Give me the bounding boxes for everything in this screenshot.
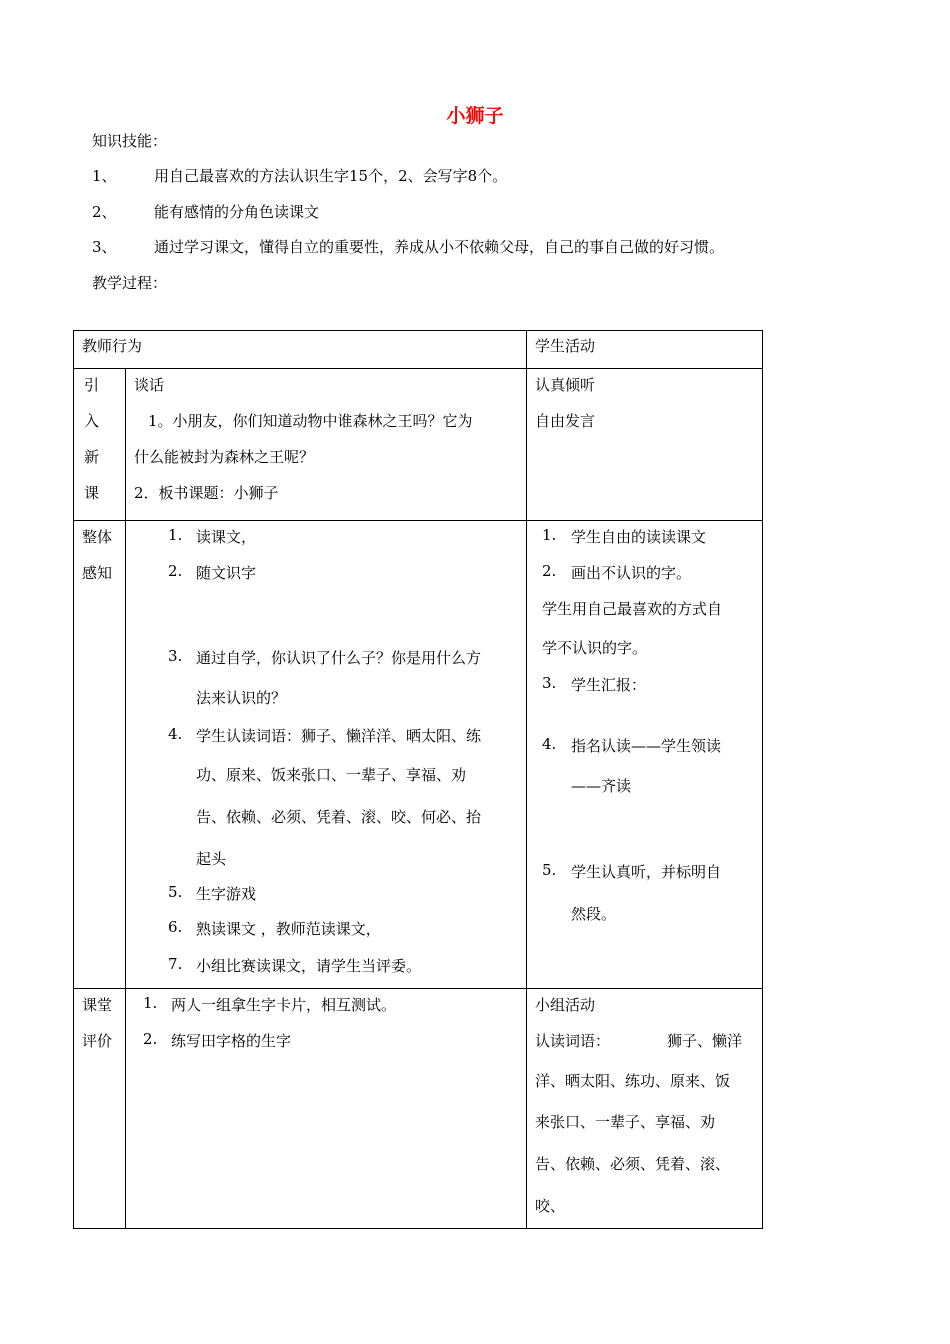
student-item-num: 4. [542,735,557,753]
stage-label: 引 [84,376,100,394]
objective-text: 通过学习课文，懂得自立的重要性，养成从小不依赖父母，自己的事自己做的好习惯。 [154,238,725,256]
table-row [74,989,763,1229]
teacher-item-num: 1. [143,994,158,1012]
student-item-num: 3. [542,674,557,692]
student-item-text: 学生认真听，并标明自 [571,863,722,881]
teacher-item-text: 小组比赛读课文，请学生当评委。 [196,957,422,975]
teacher-item-num: 2. [168,562,183,580]
student-item-text: 然段。 [571,905,617,923]
teacher-item-text: 功、原来、饭来张口、一辈子、享福、劝 [196,766,467,784]
teacher-item-text: 学生认读词语：狮子、懒洋洋、晒太阳、练 [196,727,482,745]
teacher-item-text: 随文识字 [196,564,257,582]
teacher-item-text: 生字游戏 [196,885,257,903]
table-row [74,521,763,989]
teacher-line: 什么能被封为森林之王呢？ [134,448,315,466]
teacher-line: 谈话 [134,376,165,394]
stage-label: 新 [84,448,100,466]
student-item-num: 1. [542,526,557,544]
page-title: 小狮子 [446,105,504,127]
student-item-num: 5. [542,861,557,879]
student-item-text: 学不认识的字。 [542,639,648,657]
student-line: 认读词语： [535,1032,611,1050]
process-heading: 教学过程： [92,274,168,292]
skills-heading: 知识技能： [92,132,168,150]
stage-label: 入 [84,412,100,430]
teacher-item-num: 6. [168,918,183,936]
objective-number: 1、 [92,167,117,185]
teacher-item-text: 告、依赖、必须、凭着、滚、咬、何必、抬 [196,808,482,826]
teacher-item-text: 法来认识的？ [196,689,287,707]
objective-3 [92,236,725,257]
objective-text: 能有感情的分角色读课文 [154,203,320,221]
objective-number: 3、 [92,238,117,256]
student-line: 咬、 [535,1197,566,1215]
stage-label: 课 [84,484,100,502]
objective-2 [92,201,320,222]
student-line: 认真倾听 [535,376,596,394]
student-line: 告、依赖、必须、凭着、滚、 [535,1155,731,1173]
student-line: 自由发言 [535,412,596,430]
stage-label: 整体 [82,528,113,546]
header-teacher: 教师行为 [82,337,143,355]
objective-1 [92,165,508,186]
teacher-line: 1。小朋友，你们知道动物中谁森林之王吗？它为 [148,412,473,430]
student-item-num: 2. [542,562,557,580]
student-line: 来张口、一辈子、享福、劝 [535,1113,716,1131]
teacher-item-text: 熟读课文 ，教师范读课文， [196,920,381,938]
stage-label: 评价 [82,1032,113,1050]
teacher-line: 2．板书课题：小狮子 [134,484,279,502]
teacher-item-num: 5. [168,883,183,901]
teacher-item-text: 通过自学，你认识了什么子？你是用什么方 [196,649,482,667]
header-student: 学生活动 [535,337,596,355]
table-header-row [74,331,763,369]
teacher-item-text: 练写田字格的生字 [171,1032,292,1050]
student-line: 洋、晒太阳、练功、原来、饭 [535,1072,731,1090]
teacher-item-num: 1. [168,526,183,544]
student-item-text: 画出不认识的字。 [571,564,692,582]
student-item-text: 指名认读——学生领读 [571,737,722,755]
teacher-item-num: 3. [168,647,183,665]
teacher-item-num: 2. [143,1030,158,1048]
teacher-item-num: 7. [168,955,183,973]
teacher-item-num: 4. [168,725,183,743]
stage-label: 感知 [82,564,113,582]
student-item-text: 学生自由的读读课文 [571,528,707,546]
table-row [74,369,763,521]
stage-label: 课堂 [82,996,113,1014]
lesson-table [73,330,763,1229]
student-item-text: ——齐读 [571,777,632,795]
teacher-item-text: 起头 [196,850,227,868]
student-line: 小组活动 [535,996,596,1014]
objective-number: 2、 [92,203,117,221]
student-item-text: 学生汇报： [571,676,647,694]
teacher-item-text: 两人一组拿生字卡片，相互测试。 [171,996,397,1014]
objective-text: 用自己最喜欢的方法认识生字15个，2、会写字8个。 [154,167,508,185]
student-line: 狮子、懒洋 [667,1032,743,1050]
student-item-text: 学生用自己最喜欢的方式自 [542,600,723,618]
teacher-item-text: 读课文， [196,528,257,546]
